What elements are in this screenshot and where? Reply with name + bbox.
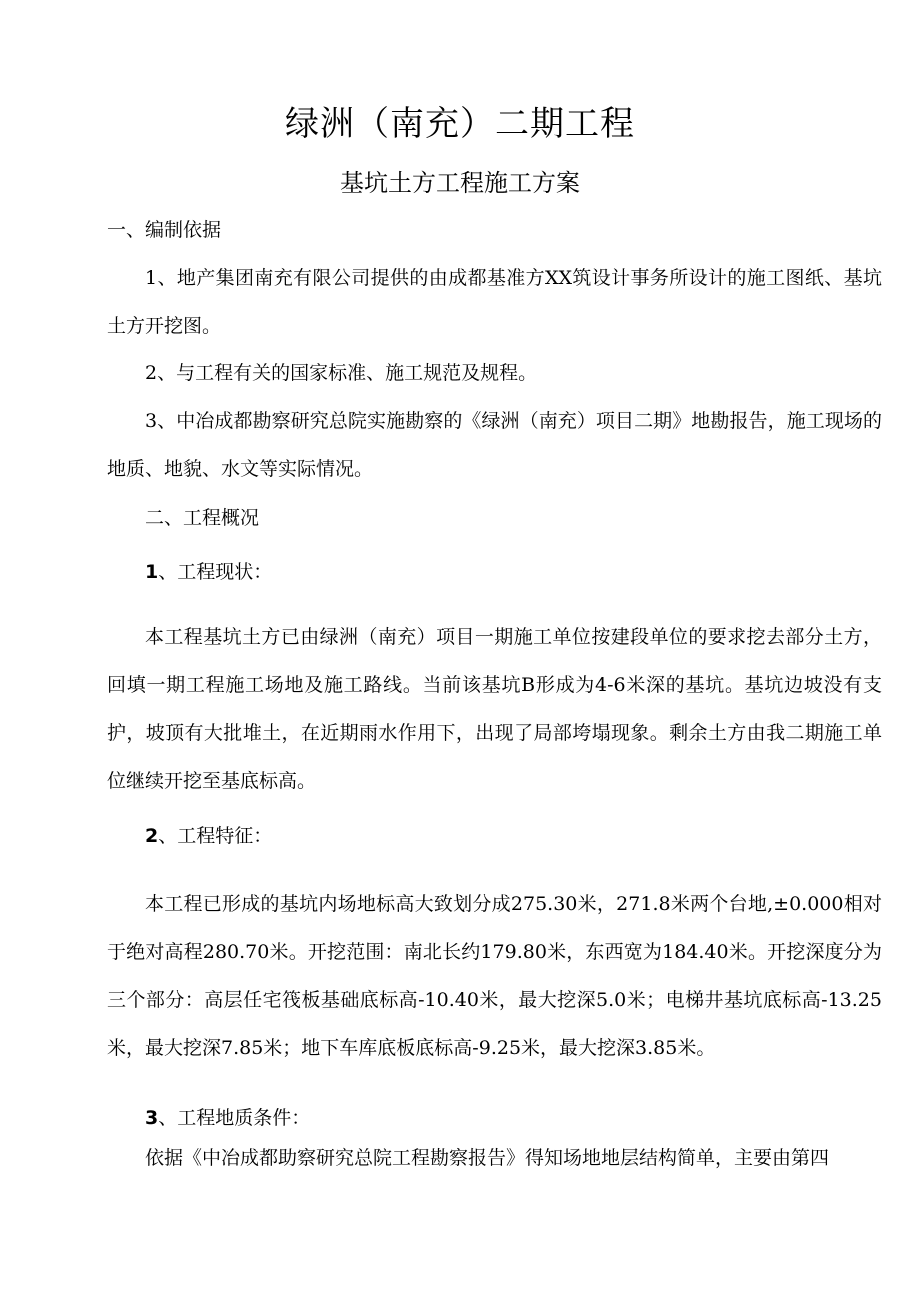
subheading-geology-text: 、工程地质条件： — [158, 1107, 311, 1129]
subheading-status-number: 1 — [145, 561, 159, 583]
basis-item-2: 2、与工程有关的国家标准、施工规范及规程。 — [145, 362, 538, 384]
status-paragraph: 本工程基坑土方已由绿洲（南充）项目一期施工单位按建段单位的要求挖去部分土方，回填一期工程施工场地及施工路线。当前该基坑B形成为4-6米深的基坑。基坑边坡没有支护，坡顶有大批堆土，在近期雨水作用下，出现了局部垮塌现象。剩余土方由我二期施工单位继续开挖至基底标高。 — [107, 626, 882, 792]
subheading-status-text: 、工程现状： — [158, 561, 273, 583]
features-paragraph: 本工程已形成的基坑内场地标高大致划分成275.30米，271.8米两个台地,±0.000相对于绝对高程280.70米。开挖范围：南北长约179.80米，东西宽为184.40米。开挖深度分为三个部分：高层任宅筏板基础底标高-10.40米，最大挖深5.0米；电梯井基坑底标高-13.25米，最大挖深7.85米；地下车库底板底标高-9.25米，最大挖深3.85米。 — [107, 893, 882, 1059]
subheading-features-number: 2 — [145, 825, 159, 847]
subheading-features — [107, 812, 882, 860]
section-heading-basis: 一、编制依据 — [107, 219, 222, 241]
subheading-geology-number: 3 — [145, 1107, 159, 1129]
geology-paragraph: 依据《中冶成都助察研究总院工程勘察报告》得知场地地层结构简单，主要由第四 — [145, 1147, 830, 1169]
basis-item-3: 3、中冶成都勘察研究总院实施勘察的《绿洲（南充）项目二期》地勘报告，施工现场的地质、地貌、水文等实际情况。 — [107, 410, 882, 480]
subheading-status — [107, 548, 882, 596]
section-heading-overview: 二、工程概况 — [145, 507, 260, 529]
basis-item-1: 1、地产集团南充有限公司提供的由成都基准方XX筑设计事务所设计的施工图纸、基坑土方开挖图。 — [107, 267, 882, 337]
subheading-features-text: 、工程特征： — [158, 825, 273, 847]
document-title: 绿洲（南充）二期工程 — [285, 104, 635, 144]
document-subtitle: 基坑土方工程施工方案 — [340, 169, 580, 197]
